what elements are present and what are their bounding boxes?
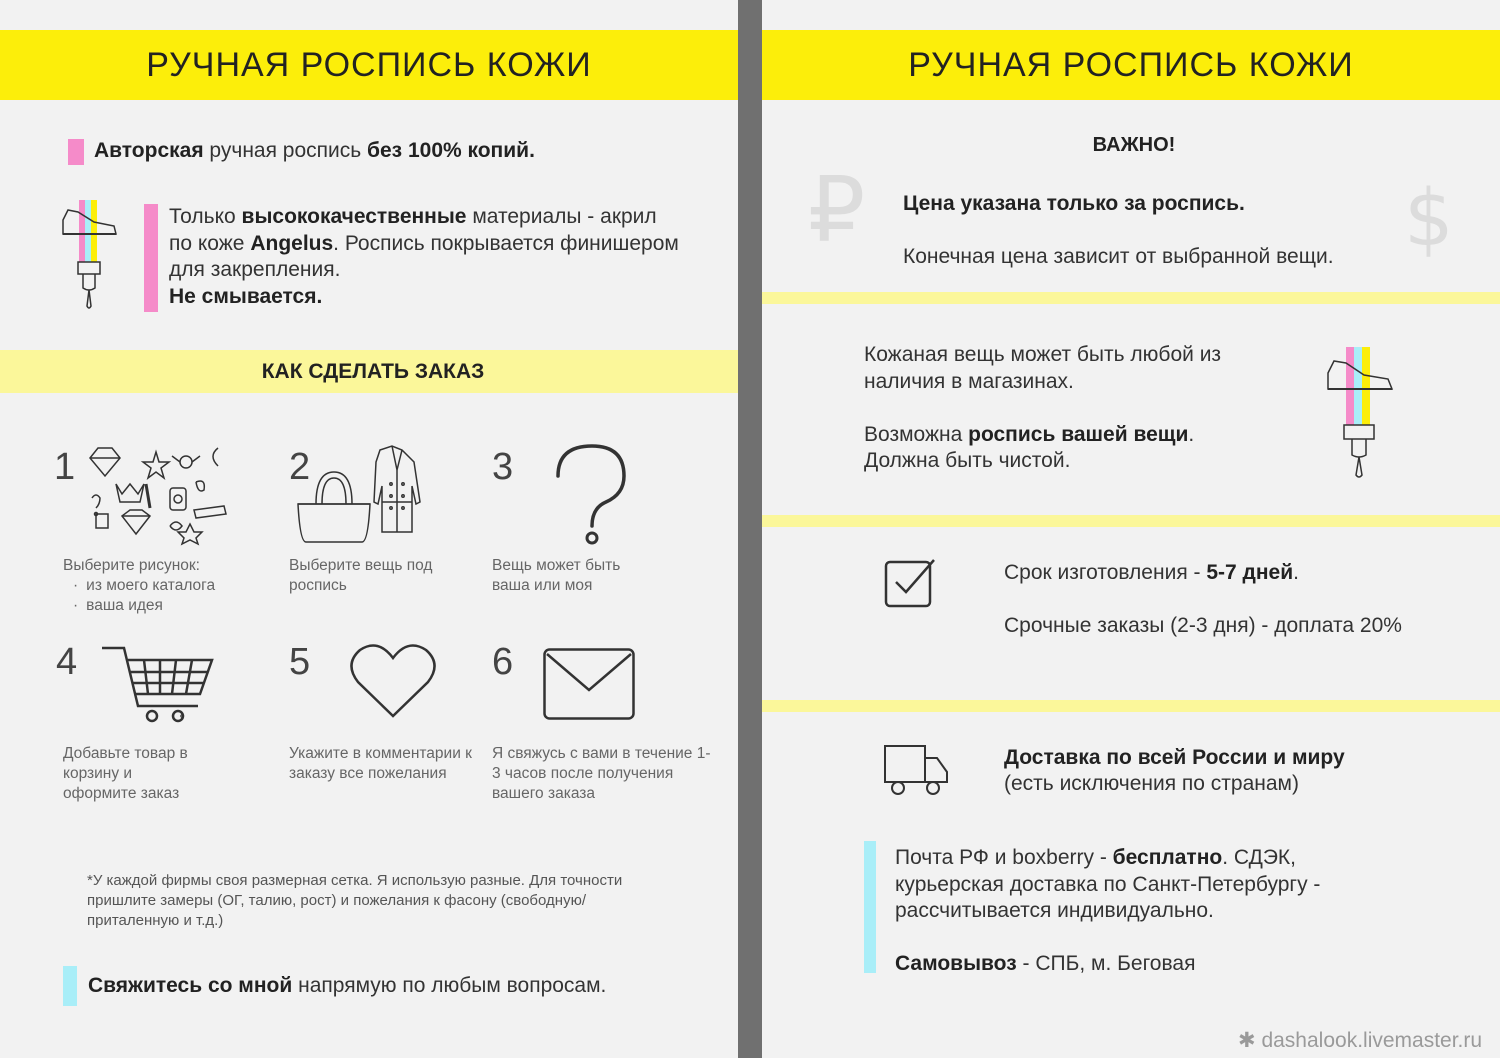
bullet-item: · ваша идея — [87, 596, 263, 616]
step-2-number: 2 — [289, 446, 311, 488]
separator-band — [762, 292, 1500, 304]
truck-icon — [883, 744, 949, 798]
step-4-number: 4 — [56, 641, 78, 683]
pink-marker — [68, 139, 84, 165]
step-4-caption: Добавьте товар в корзину и оформите заказ — [63, 745, 188, 802]
important-heading: ВАЖНО! — [1092, 134, 1176, 156]
right-header — [762, 30, 1500, 100]
left-title: РУЧНАЯ РОСПИСЬ КОЖИ — [146, 45, 592, 84]
delivery-title: Доставка по всей России и миру — [1004, 746, 1345, 769]
checkbox-icon — [884, 556, 936, 608]
shoe-brush-icon — [58, 196, 122, 311]
step-5-caption: Укажите в комментарии к заказу все пожелания — [289, 745, 472, 782]
delivery-note: (есть исключения по странам) — [1004, 772, 1299, 795]
price-bold: Цена указана только за роспись. — [903, 192, 1245, 215]
step-3-number: 3 — [492, 446, 514, 488]
cyan-marker — [63, 966, 77, 1006]
heart-icon — [350, 642, 436, 718]
doodles-icon — [86, 444, 230, 544]
how-to-order-title: КАК СДЕЛАТЬ ЗАКАЗ — [261, 360, 485, 383]
dollar-icon: $ — [1404, 174, 1454, 264]
ruble-icon: ₽ — [808, 158, 866, 263]
right-title: РУЧНАЯ РОСПИСЬ КОЖИ — [908, 45, 1354, 84]
term-text: Срок изготовления - 5-7 дней. — [1004, 561, 1299, 584]
footnote: *У каждой фирмы своя размерная сетка. Я использую разные. Для точности пришлите замеры (ОГ, талию, рост) и пожелания к фасону (свободную/приталенную и т.д.) — [87, 872, 623, 929]
price-note: Конечная цена зависит от выбранной вещи. — [903, 245, 1334, 268]
step-6-caption: Я свяжусь с вами в течение 1-3 часов после получения вашего заказа — [492, 745, 711, 802]
urgent-text: Срочные заказы (2-3 дня) - доплата 20% — [1004, 614, 1402, 637]
bullet-item: · из моего каталога — [87, 576, 263, 596]
contact-text: Свяжитесь со мной напрямую по любым вопросам. — [88, 974, 607, 997]
cyan-bar — [864, 841, 876, 973]
materials-text: Только высококачественные материалы - акрил по коже Angelus. Роспись покрывается финишером для закрепления. Не смывается. — [169, 205, 679, 308]
left-header — [0, 30, 738, 100]
step-5-number: 5 — [289, 641, 311, 683]
handbag-coat-icon — [296, 446, 422, 546]
separator-band — [762, 700, 1500, 712]
envelope-icon — [543, 648, 635, 720]
pink-bar — [144, 204, 158, 312]
gear-icon: ✱ — [1238, 1029, 1256, 1052]
post-text: Почта РФ и boxberry - бесплатно. СДЭК, курьерская доставка по Санкт-Петербургу - рассчитывается индивидуально. Самовывоз - СПБ, м. Беговая — [895, 846, 1321, 975]
intro-text: Авторская ручная роспись без 100% копий. — [94, 139, 535, 162]
item-text: Кожаная вещь может быть любой из наличия в магазинах. Возможна роспись вашей вещи. Должна быть чистой. — [864, 343, 1222, 472]
step-1-number: 1 — [54, 446, 76, 488]
question-icon — [552, 442, 632, 546]
step-6-number: 6 — [492, 641, 514, 683]
watermark — [1238, 1028, 1482, 1053]
step-3-caption: Вещь может быть ваша или моя — [492, 557, 621, 594]
page-divider — [738, 0, 762, 1058]
watermark-text: dashalook.livemaster.ru — [1261, 1029, 1483, 1052]
step-2-caption: Выберите вещь под роспись — [289, 557, 433, 594]
step-1-caption: Выберите рисунок: · из моего каталога · ваша идея — [63, 556, 263, 616]
cart-icon — [100, 644, 216, 724]
shoe-brush-icon — [1324, 345, 1396, 480]
separator-band — [762, 515, 1500, 527]
